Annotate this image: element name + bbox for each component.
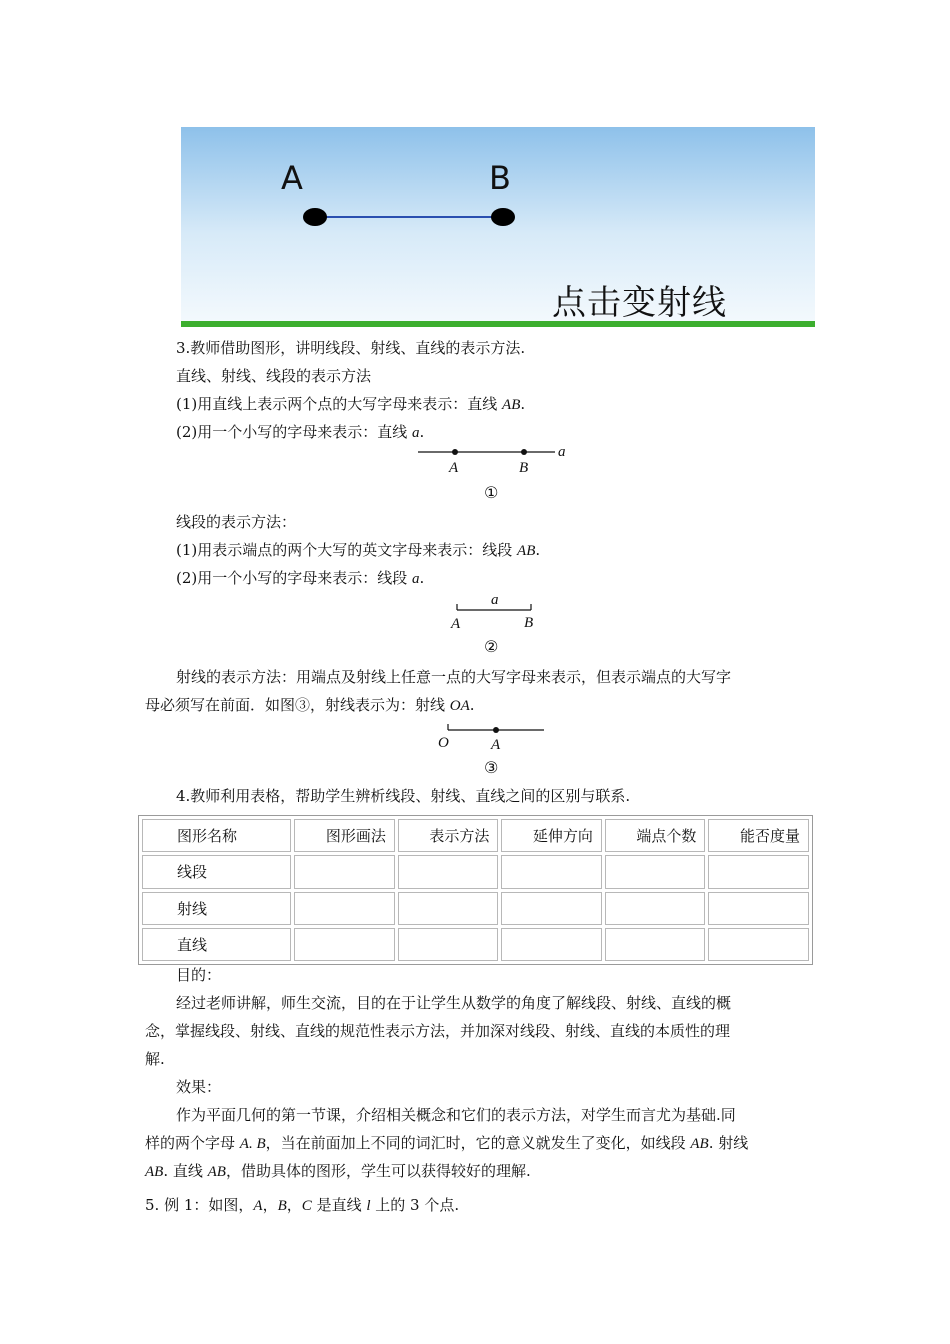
effect-line1: 作为平面几何的第一节课，介绍相关概念和它们的表示方法，对学生而言尤为基础.同 (176, 1106, 736, 1124)
row-label: 射线 (142, 892, 291, 925)
table-header-cell: 能否度量 (708, 819, 809, 852)
fig3-label-a: A (491, 737, 501, 753)
table-header-cell: 图形画法 (294, 819, 395, 852)
table-cell[interactable] (605, 928, 706, 961)
segment-heading: 线段的表示方法： (176, 513, 297, 531)
comparison-table (138, 815, 813, 965)
table-cell[interactable] (605, 855, 706, 888)
figure-line (410, 440, 580, 510)
effect-line2: 样的两个字母 A. B，当在前面加上不同的词汇时，它的意义就发生了变化，如线段 AB. 射线 (145, 1134, 749, 1152)
line-notation-1: (1)用直线上表示两个点的大写字母来表示：直线 AB. (176, 395, 526, 413)
table-cell[interactable] (501, 928, 602, 961)
purpose-line3: 解. (145, 1050, 165, 1068)
effect-title: 效果： (176, 1078, 222, 1096)
segment-animation-banner[interactable] (181, 127, 815, 327)
table-cell[interactable] (294, 892, 395, 925)
example1-line: 5. 例 1：如图，A，B，C 是直线 l 上的 3 个点. (145, 1196, 460, 1214)
segment-notation-1: (1)用表示端点的两个大写的英文字母来表示：线段 AB. (176, 541, 541, 559)
table-cell[interactable] (398, 892, 499, 925)
row-label: 直线 (142, 928, 291, 961)
fig1-number: ① (484, 483, 499, 502)
table-cell[interactable] (501, 855, 602, 888)
table-cell[interactable] (294, 928, 395, 961)
table-header-cell: 延伸方向 (501, 819, 602, 852)
table-row (142, 892, 809, 925)
ray-description-line2: 母必须写在前面．如图③，射线表示为：射线 OA. (145, 696, 475, 714)
banner-point-a (303, 208, 327, 226)
segment-notation-2: (2)用一个小写的字母来表示：线段 a. (176, 569, 425, 587)
table-cell[interactable] (501, 892, 602, 925)
figure-line-drawing (410, 440, 580, 470)
effect-line3: AB. 直线 AB，借助具体的图形，学生可以获得较好的理解. (145, 1162, 531, 1180)
table-cell[interactable] (605, 892, 706, 925)
ray-description-line1: 射线的表示方法：用端点及射线上任意一点的大写字母来表示，但表示端点的大写字 (176, 668, 732, 686)
fig2-label-b: B (524, 615, 534, 631)
purpose-line1: 经过老师讲解，师生交流，目的在于让学生从数学的角度了解线段、射线、直线的概 (176, 994, 732, 1012)
table-row (142, 928, 809, 961)
table-cell[interactable] (398, 928, 499, 961)
banner-segment (325, 216, 505, 218)
table-cell[interactable] (294, 855, 395, 888)
section4-heading: 4.教师利用表格，帮助学生辨析线段、射线、直线之间的区别与联系. (176, 787, 631, 805)
row-label: 线段 (142, 855, 291, 888)
section3-subheading: 直线、射线、线段的表示方法 (176, 367, 372, 385)
table-header-cell: 图形名称 (142, 819, 291, 852)
section3-heading: 3.教师借助图形，讲明线段、射线、直线的表示方法. (176, 339, 526, 357)
purpose-line2: 念，掌握线段、射线、直线的规范性表示方法，并加深对线段、射线、直线的本质性的理 (145, 1022, 731, 1040)
table-cell[interactable] (708, 928, 809, 961)
banner-label-b: B (489, 159, 511, 197)
fig2-label-seg: a (491, 592, 499, 608)
fig3-number: ③ (484, 758, 499, 777)
fig1-label-a: A (449, 460, 459, 476)
table-cell[interactable] (708, 892, 809, 925)
purpose-title: 目的： (176, 966, 222, 984)
to-ray-button[interactable]: 点击变射线 (552, 283, 727, 323)
fig1-label-b: B (519, 460, 529, 476)
table-cell[interactable] (398, 855, 499, 888)
table-header-row (142, 819, 809, 852)
table-cell[interactable] (708, 855, 809, 888)
fig2-number: ② (484, 637, 499, 656)
figure-ray (430, 720, 550, 780)
fig1-label-line: a (558, 444, 566, 460)
figure-segment (440, 590, 550, 660)
banner-label-a: A (281, 159, 303, 197)
fig2-label-a: A (451, 616, 461, 632)
table-header-cell: 端点个数 (605, 819, 706, 852)
banner-point-b (491, 208, 515, 226)
table-header-cell: 表示方法 (398, 819, 499, 852)
table-row (142, 855, 809, 888)
line-notation-2: (2)用一个小写的字母来表示：直线 a. (176, 423, 425, 441)
fig3-label-o: O (438, 735, 449, 751)
